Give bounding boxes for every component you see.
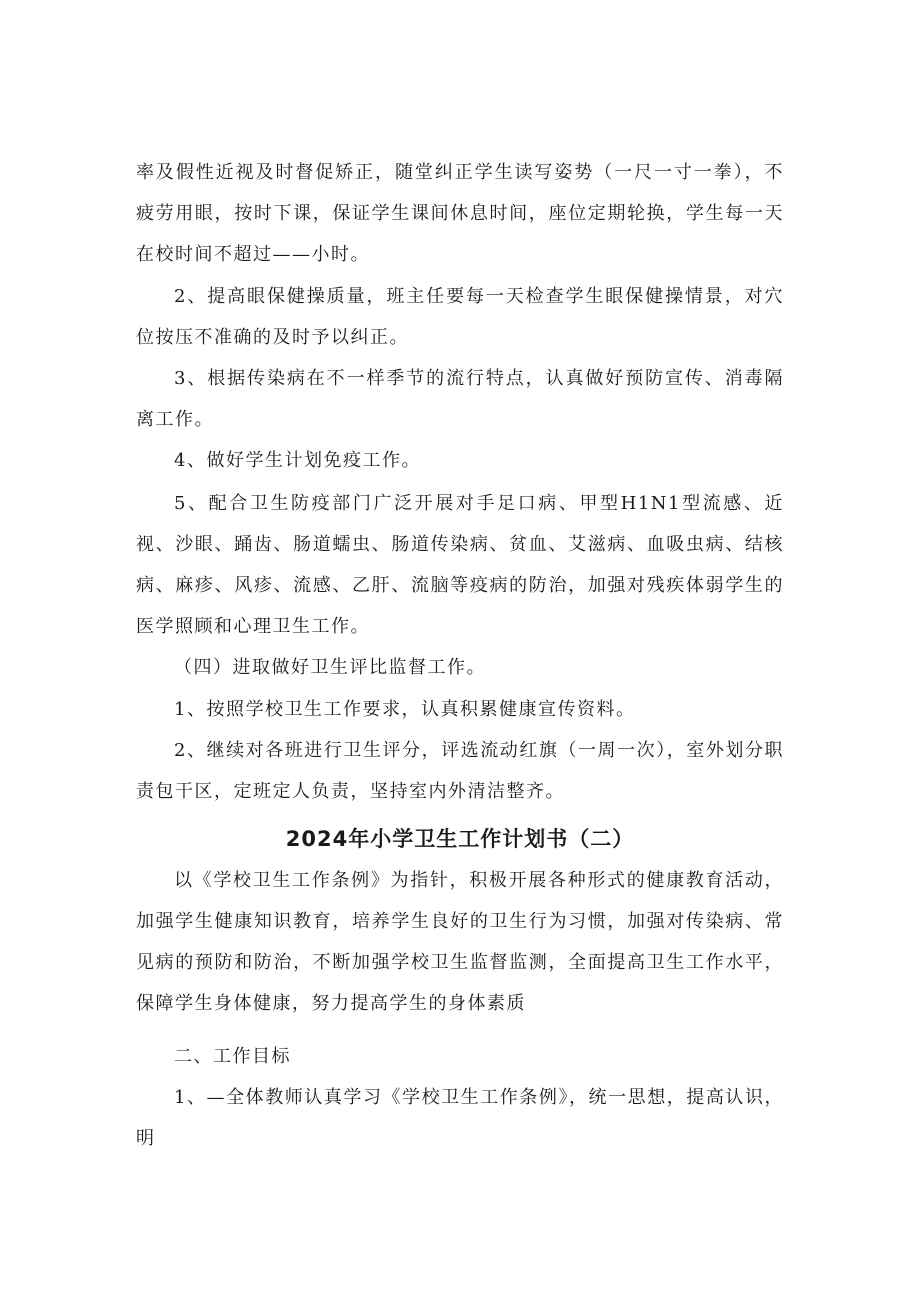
paragraph-health-materials: 1、按照学校卫生工作要求，认真积累健康宣传资料。 (174, 699, 636, 720)
paragraph-eye-exercise: 2、提高眼保健操质量，班主任要每一天检查学生眼保健操情景，对穴位按压不准确的及时予以纠正。 (136, 286, 784, 348)
paragraph-guideline: 以《学校卫生工作条例》为指针，积极开展各种形式的健康教育活动，加强学生健康知识教育，培养学生良好的卫生行为习惯，加强对传染病、常见病的预防和防治，不断加强学校卫生监督监测，全面提高卫生工作水平，保障学生身体健康，努力提高学生的身体素质 (136, 870, 784, 1014)
paragraph-disease-control: 5、配合卫生防疫部门广泛开展对手足口病、甲型H1N1型流感、近视、沙眼、踊齿、肠道蠕虫、肠道传染病、贫血、艾滋病、血吸虫病、结核病、麻疹、风疹、流感、乙肝、流脑等疫病的防治，加强对残疾体弱学生的医学照顾和心理卫生工作。 (136, 493, 784, 637)
paragraph-goal-1: 1、—全体教师认真学习《学校卫生工作条例》，统一思想，提高认识，明 (136, 1087, 784, 1149)
paragraph-infectious-prevention: 3、根据传染病在不一样季节的流行特点，认真做好预防宣传、消毒隔离工作。 (136, 368, 784, 430)
section-heading-inspection: （四）进取做好卫生评比监督工作。 (174, 657, 486, 678)
document-title: 2024年小学卫生工作计划书（二） (285, 827, 635, 851)
paragraph-hygiene-scoring: 2、继续对各班进行卫生评分，评选流动红旗（一周一次），室外划分职责包干区，定班定人负责，坚持室内外清洁整齐。 (136, 740, 784, 802)
paragraph-immunization: 4、做好学生计划免疫工作。 (174, 450, 421, 471)
paragraph-myopia-correction: 率及假性近视及时督促矫正，随堂纠正学生读写姿势（一尺一寸一拳），不疲劳用眼，按时下课，保证学生课间休息时间，座位定期轮换，学生每一天在校时间不超过——小时。 (136, 162, 784, 265)
section-heading-goals: 二、工作目标 (174, 1046, 291, 1067)
